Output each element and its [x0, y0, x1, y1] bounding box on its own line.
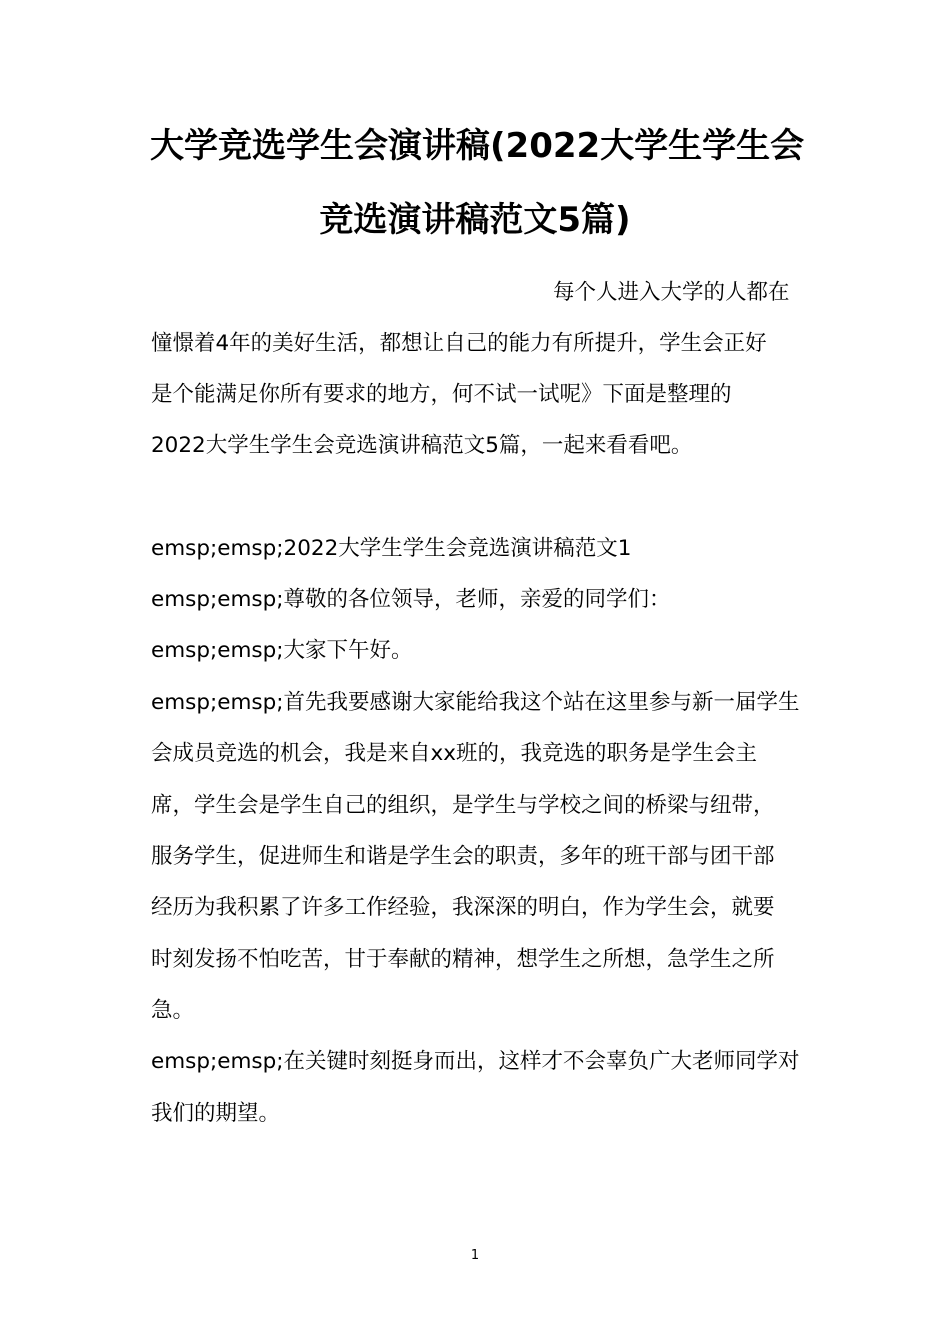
body-line: emsp;emsp;尊敬的各位领导，老师，亲爱的同学们： — [151, 587, 671, 612]
body-line: 急。 — [151, 998, 195, 1023]
body-line: emsp;emsp;在关键时刻挺身而出，这样才不会辜负广大老师同学对 — [151, 1049, 800, 1074]
body-line: 席，学生会是学生自己的组织，是学生与学校之间的桥梁与纽带， — [151, 793, 775, 818]
intro-line: 憧憬着4年的美好生活，都想让自己的能力有所提升，学生会正好 — [151, 331, 767, 356]
body-line: 我们的期望。 — [151, 1101, 281, 1126]
body-line: emsp;emsp;2022大学生学生会竞选演讲稿范文1 — [151, 536, 632, 561]
body-line: 服务学生，促进师生和谐是学生会的职责，多年的班干部与团干部 — [151, 844, 775, 869]
body-line: emsp;emsp;大家下午好。 — [151, 638, 413, 663]
intro-line: 每个人进入大学的人都在 — [553, 280, 790, 305]
body-line: 会成员竞选的机会，我是来自xx班的，我竞选的职务是学生会主 — [151, 741, 757, 766]
document-title-line-1: 大学竞选学生会演讲稿(2022大学生学生会 — [150, 126, 805, 166]
intro-line: 2022大学生学生会竞选演讲稿范文5篇，一起来看看吧。 — [151, 433, 693, 458]
body-line: emsp;emsp;首先我要感谢大家能给我这个站在这里参与新一届学生 — [151, 690, 800, 715]
page-number: 1 — [470, 1248, 480, 1263]
intro-line: 是个能满足你所有要求的地方，何不试一试呢》下面是整理的 — [151, 382, 732, 407]
body-line: 时刻发扬不怕吃苦，甘于奉献的精神，想学生之所想，急学生之所 — [151, 947, 775, 972]
body-line: 经历为我积累了许多工作经验，我深深的明白，作为学生会，就要 — [151, 895, 775, 920]
document-title-line-2: 竞选演讲稿范文5篇) — [319, 200, 631, 240]
